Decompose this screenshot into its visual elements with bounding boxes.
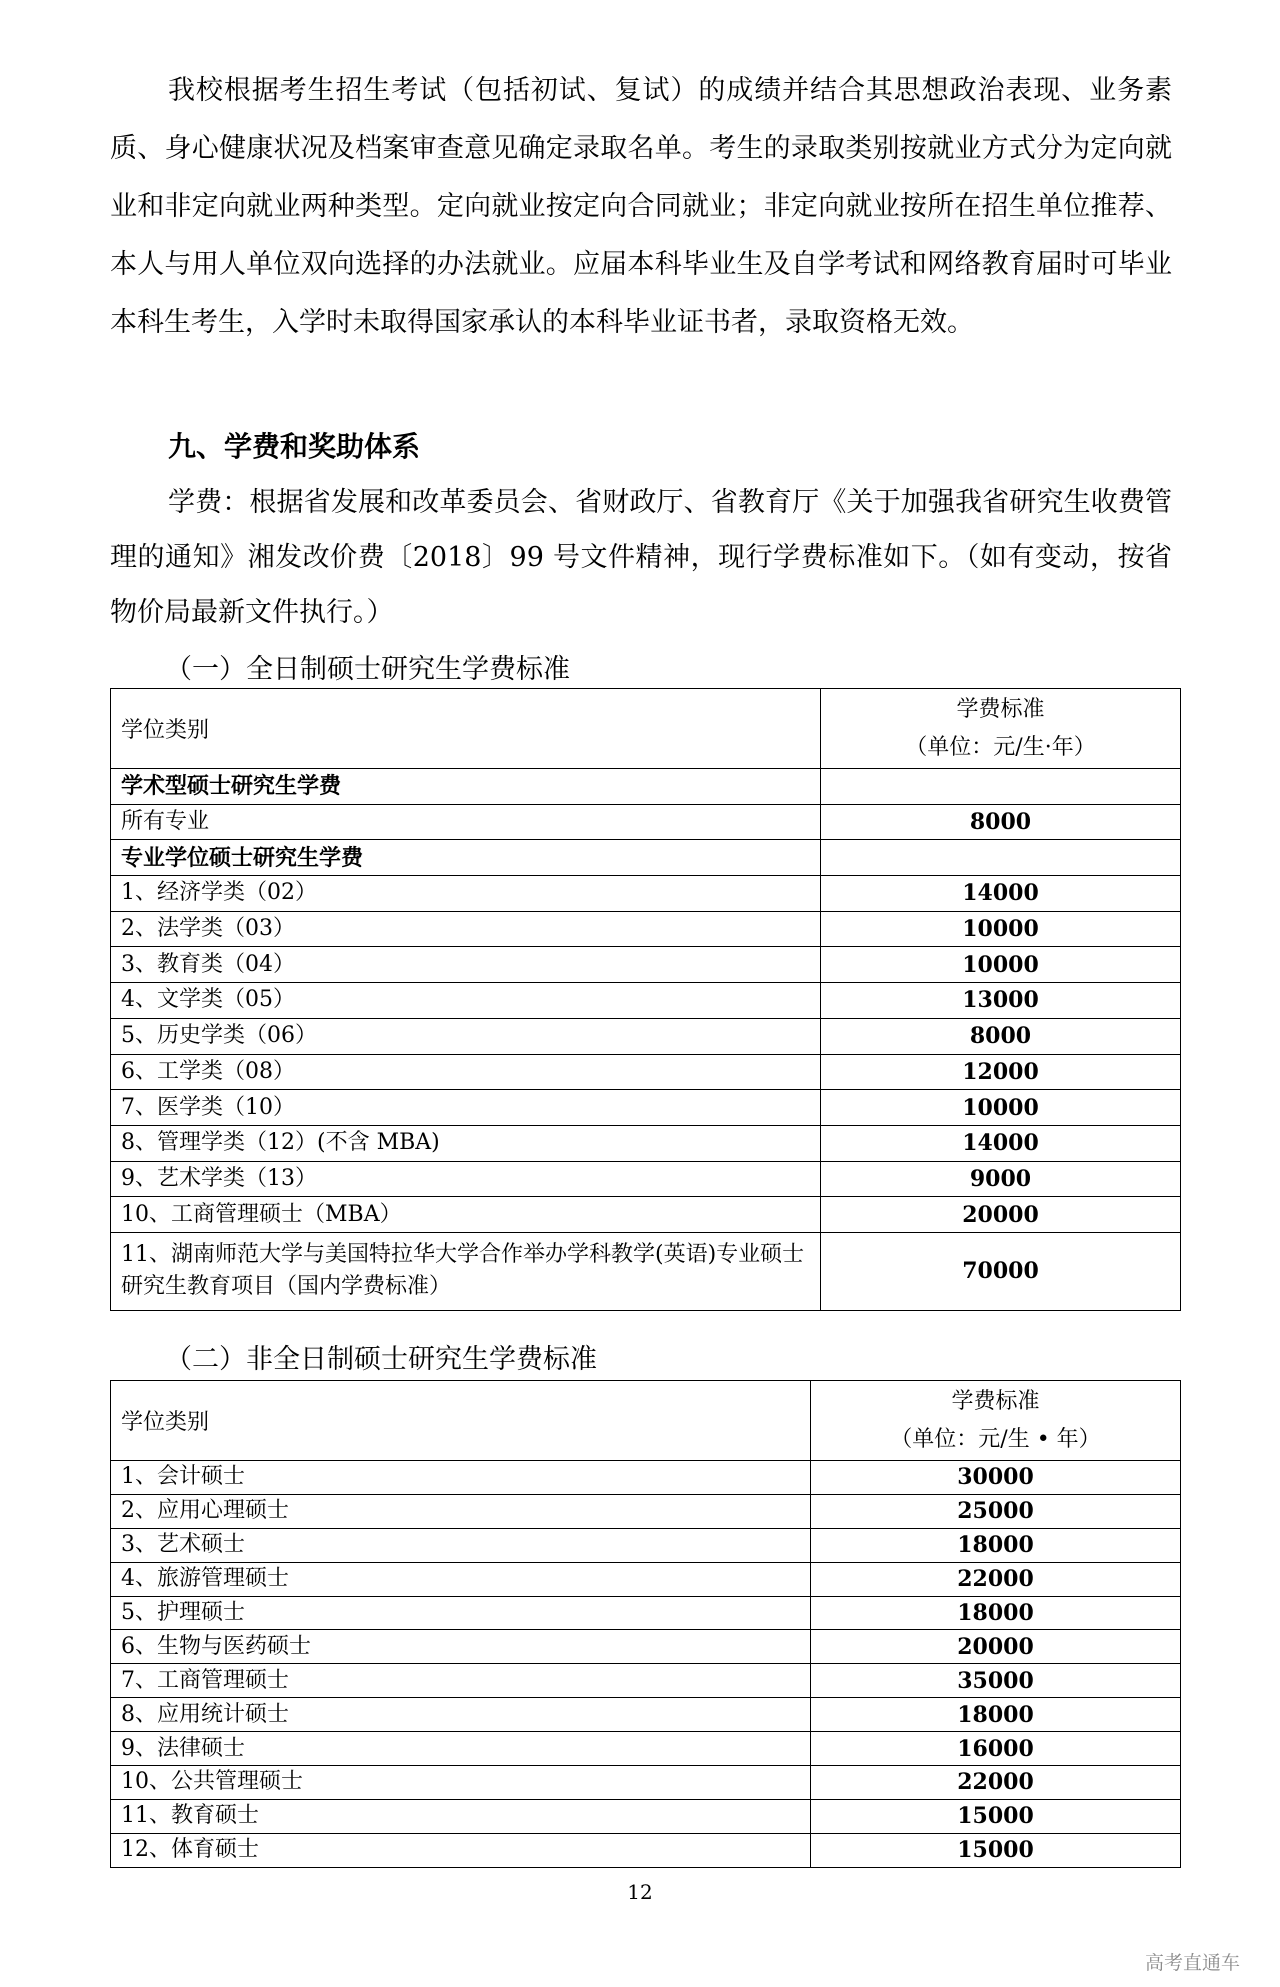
degree-category-cell: 学术型硕士研究生学费	[111, 769, 821, 805]
degree-category-cell: 所有专业	[111, 804, 821, 840]
table-header-row	[111, 1381, 1181, 1461]
table-row	[111, 1664, 1181, 1698]
degree-category-cell: 5、历史学类（06）	[111, 1018, 821, 1054]
table-group-row	[111, 840, 1181, 876]
degree-category-cell: 10、工商管理硕士（MBA）	[111, 1197, 821, 1233]
tuition-fee-cell: 18000	[811, 1596, 1181, 1630]
fulltime-fee-table	[110, 688, 1181, 1311]
degree-category-cell: 7、医学类（10）	[111, 1090, 821, 1126]
degree-category-cell: 10、公共管理硕士	[111, 1766, 811, 1800]
tuition-fee-cell: 10000	[821, 911, 1181, 947]
table-row	[111, 1732, 1181, 1766]
degree-category-cell: 7、工商管理硕士	[111, 1664, 811, 1698]
header-fee-title: 学费标准	[956, 696, 1045, 722]
section-heading: 九、学费和奖助体系	[168, 430, 421, 463]
tuition-fee-cell: 15000	[811, 1833, 1181, 1867]
table-row	[111, 1494, 1181, 1528]
degree-category-cell: 11、湖南师范大学与美国特拉华大学合作举办学科教学(英语)专业硕士研究生教育项目（国内学费标准）	[111, 1232, 821, 1310]
degree-category-cell: 2、法学类（03）	[111, 911, 821, 947]
table-row	[111, 1461, 1181, 1495]
degree-category-cell: 9、艺术学类（13）	[111, 1161, 821, 1197]
table-row	[111, 1528, 1181, 1562]
tuition-fee-cell: 20000	[811, 1630, 1181, 1664]
tuition-fee-cell: 13000	[821, 983, 1181, 1019]
tuition-fee-cell	[821, 769, 1181, 805]
table-row	[111, 1630, 1181, 1664]
table-row	[111, 1090, 1181, 1126]
table2-caption: （二）非全日制硕士研究生学费标准	[165, 1344, 597, 1375]
tuition-fee-cell: 10000	[821, 1090, 1181, 1126]
tuition-fee-cell: 10000	[821, 947, 1181, 983]
tuition-fee-cell: 20000	[821, 1197, 1181, 1233]
tuition-fee-cell: 15000	[811, 1799, 1181, 1833]
degree-category-cell: 9、法律硕士	[111, 1732, 811, 1766]
table-row	[111, 983, 1181, 1019]
table-row	[111, 1054, 1181, 1090]
admission-paragraph: 我校根据考生招生考试（包括初试、复试）的成绩并结合其思想政治表现、业务素质、身心健康状况及档案审查意见确定录取名单。考生的录取类别按就业方式分为定向就业和非定向就业两种类型。定向就业按定向合同就业；非定向就业按所在招生单位推荐、本人与用人单位双向选择的办法就业。应届本科毕业生及自学考试和网络教育届时可毕业本科生考生，入学时未取得国家承认的本科毕业证书者，录取资格无效。	[110, 75, 1172, 338]
tuition-fee-cell: 16000	[811, 1732, 1181, 1766]
header-fee	[811, 1381, 1181, 1461]
tuition-fee-cell: 30000	[811, 1461, 1181, 1495]
table-row	[111, 1161, 1181, 1197]
table-row	[111, 1125, 1181, 1161]
table2-body	[111, 1461, 1181, 1868]
tuition-fee-cell: 22000	[811, 1766, 1181, 1800]
page-number: 12	[627, 1880, 653, 1904]
table1-caption: （一）全日制硕士研究生学费标准	[165, 654, 570, 685]
table-row	[111, 1232, 1181, 1310]
table-row	[111, 1018, 1181, 1054]
tuition-fee-cell: 8000	[821, 804, 1181, 840]
table-header-row	[111, 689, 1181, 769]
table-row	[111, 876, 1181, 912]
table-row	[111, 947, 1181, 983]
tuition-fee-cell: 18000	[811, 1698, 1181, 1732]
degree-category-cell: 8、应用统计硕士	[111, 1698, 811, 1732]
degree-category-cell: 4、文学类（05）	[111, 983, 821, 1019]
tuition-fee-cell: 25000	[811, 1494, 1181, 1528]
degree-category-cell: 8、管理学类（12）(不含 MBA)	[111, 1125, 821, 1161]
tuition-fee-cell: 70000	[821, 1232, 1181, 1310]
header-fee-unit: （单位：元/生 • 年）	[890, 1426, 1101, 1452]
watermark: 高考直通车	[1144, 1952, 1240, 1974]
tuition-fee-cell: 14000	[821, 1125, 1181, 1161]
degree-category-cell: 3、教育类（04）	[111, 947, 821, 983]
table-row	[111, 1766, 1181, 1800]
tuition-fee-cell	[821, 840, 1181, 876]
table-row	[111, 911, 1181, 947]
degree-category-cell: 5、护理硕士	[111, 1596, 811, 1630]
tuition-fee-cell: 12000	[821, 1054, 1181, 1090]
tuition-paragraph: 学费：根据省发展和改革委员会、省财政厅、省教育厅《关于加强我省研究生收费管理的通知》湘发改价费〔2018〕99 号文件精神，现行学费标准如下。（如有变动，按省物价局最新文件执行。）	[110, 487, 1172, 628]
degree-category-cell: 2、应用心理硕士	[111, 1494, 811, 1528]
degree-category-cell: 6、生物与医药硕士	[111, 1630, 811, 1664]
degree-category-cell: 1、会计硕士	[111, 1461, 811, 1495]
table-row	[111, 1799, 1181, 1833]
table-row	[111, 1197, 1181, 1233]
tuition-fee-cell: 18000	[811, 1528, 1181, 1562]
table-row	[111, 1698, 1181, 1732]
tuition-fee-cell: 35000	[811, 1664, 1181, 1698]
table-row	[111, 1833, 1181, 1867]
degree-category-cell: 12、体育硕士	[111, 1833, 811, 1867]
degree-category-cell: 1、经济学类（02）	[111, 876, 821, 912]
table-group-row	[111, 769, 1181, 805]
degree-category-cell: 11、教育硕士	[111, 1799, 811, 1833]
header-fee-unit: （单位：元/生·年）	[905, 734, 1096, 760]
degree-category-cell: 专业学位硕士研究生学费	[111, 840, 821, 876]
tuition-fee-cell: 9000	[821, 1161, 1181, 1197]
tuition-fee-cell: 8000	[821, 1018, 1181, 1054]
header-fee-title: 学费标准	[951, 1388, 1040, 1414]
degree-category-cell: 6、工学类（08）	[111, 1054, 821, 1090]
header-category: 学位类别	[111, 689, 821, 769]
header-fee	[821, 689, 1181, 769]
tuition-fee-cell: 14000	[821, 876, 1181, 912]
tuition-fee-cell: 22000	[811, 1562, 1181, 1596]
header-category: 学位类别	[111, 1381, 811, 1461]
table-row	[111, 804, 1181, 840]
table-row	[111, 1596, 1181, 1630]
parttime-fee-table	[110, 1380, 1181, 1868]
degree-category-cell: 4、旅游管理硕士	[111, 1562, 811, 1596]
table1-body	[111, 769, 1181, 1311]
table-row	[111, 1562, 1181, 1596]
degree-category-cell: 3、艺术硕士	[111, 1528, 811, 1562]
